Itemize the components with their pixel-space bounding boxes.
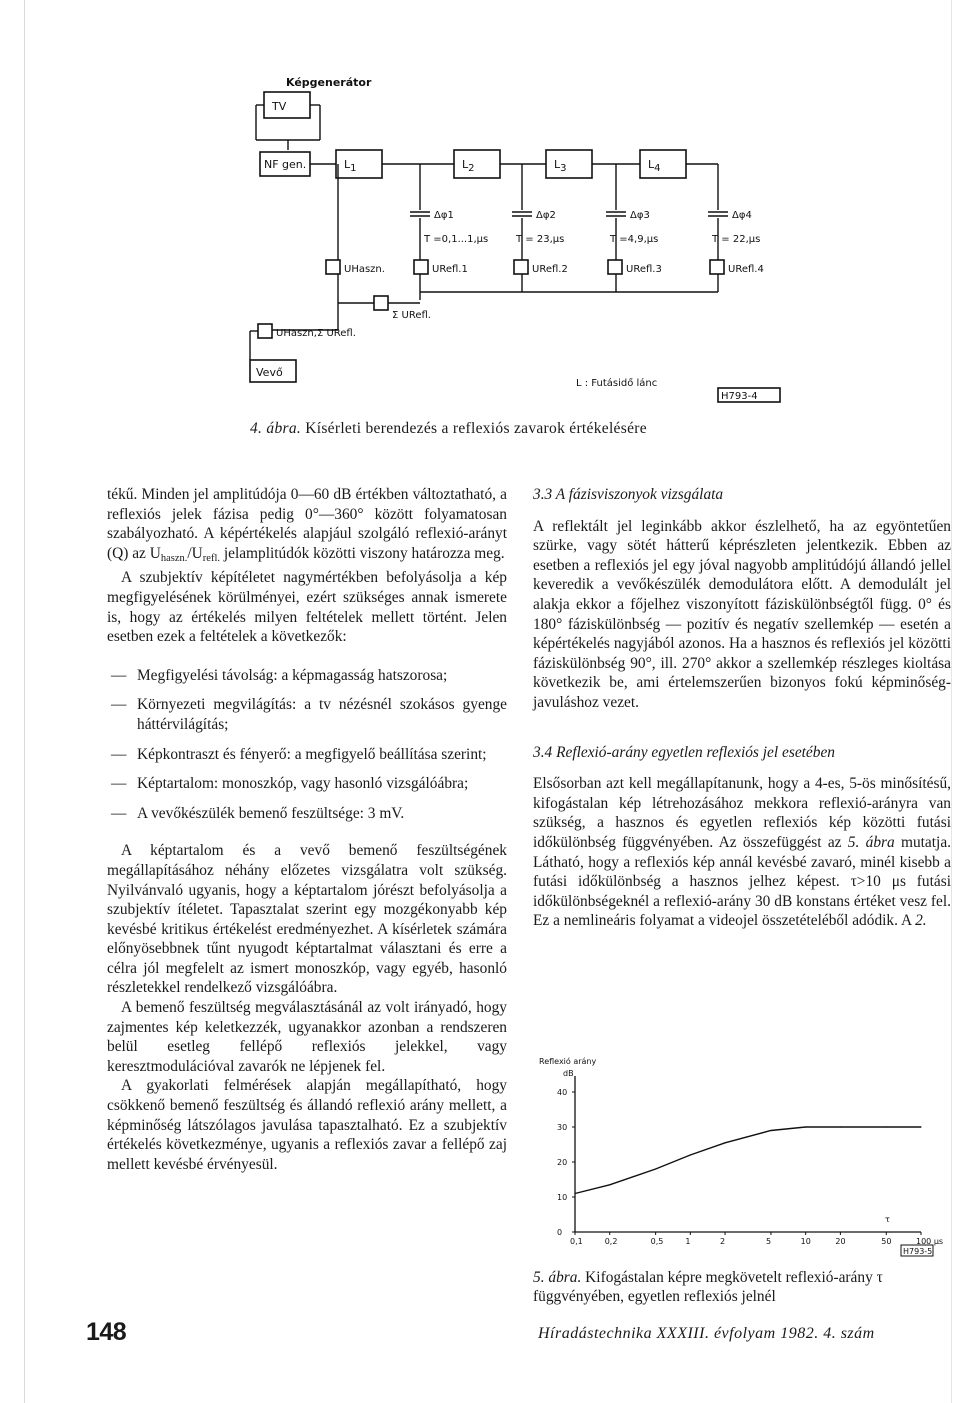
dphi2: Δφ2 [536, 210, 556, 221]
figure-4-caption [250, 420, 810, 438]
journal-footer: Híradástechnika XXXIII. évfolyam 1982. 4. szám [538, 1325, 875, 1342]
u-refl1: URefl.1 [432, 264, 468, 275]
chart-point [655, 1168, 656, 1169]
u-haszn-sum: UHaszn,Σ URefl. [276, 328, 356, 339]
chart-ytick-label: 20 [557, 1158, 568, 1167]
chart-xlabel: τ [885, 1215, 890, 1224]
left-column [107, 485, 507, 1174]
paragraph-5: A gyakorlati felmérések alapján megállapítható, hogy csökkenő bemenő feszültség és állandó reflexió arány mellett, a képminőség látszólagos javulása tapasztalható. Ez a szubjektív értékelés következménye, ugyanis a reflexiós zavar a fellépő zaj mellett kevésbé érvényesül. [107, 1077, 507, 1173]
figure-4-number: 4. ábra. [250, 420, 302, 437]
condition-item: — A vevőkészülék bemenő feszültsége: 3 mV. [111, 804, 405, 822]
svg-text:L2: L2 [462, 158, 475, 174]
paragraph-3: A képtartalom és a vevő bemenő feszültségének megállapításához néhány előzetes vizsgálatra volt szükség. Nyilvánvaló ugyanis, hogy a képtartalom jórészt befolyásolja a szubjektív ítéletet. Tapasztalat szerint egy mozgékonyabb kép kevésbé kritikus értékelést eredményezhet. A kísérletek számára előnyösebbnek tűnt nyugodt képtartalmat választani és erre a célra jól megfelelt az ismert monoszkóp, vagy egyéb, hasonló részletekkel rendelkező vizsgálóábra. [107, 842, 507, 997]
chart-point [886, 1126, 887, 1127]
l4-box [640, 150, 686, 178]
tv-label: TV [272, 100, 287, 113]
chart-xtick-label: 50 [881, 1237, 892, 1246]
chart-xtick-label: 0,2 [604, 1237, 618, 1246]
section-3-4-text: Elsősorban azt kell megállapítanunk, hogy a 4-es, 5-ös minősítésű, kifogástalan kép létrehozásához mekkora reflexió-arányra van szükség, a hasznos és egyetlen reflexiós kép közötti futási időkülönbség függvényében. Az összefüggést az 5. ábra mutatja. Látható, hogy a reflexiós kép annál kevésbé zavaró, minél kisebb a futási időkülönbség a hasznos jelhez képest. τ>10 μs futási időkülönbségeknél a reflexió-arány 30 dB konstans értéket vesz fel. Ez a nemlineáris folyamat a videojel összetételéből adódik. A 2. [533, 775, 951, 930]
chart-series-line [575, 1127, 921, 1194]
chart-xtick-label: 10 [800, 1237, 811, 1246]
chart-point [805, 1126, 806, 1127]
chart-xticks [570, 1232, 943, 1246]
figure-4-caption-text: Kísérleti berendezés a reflexiós zavarok értékelésére [305, 420, 647, 437]
condition-item: — Képtartalom: monoszkóp, vagy hasonló vizsgálóábra; [111, 775, 469, 793]
chart-xtick-label: 0,5 [650, 1237, 664, 1246]
section-3-3-text: A reflektált jel leginkább akkor észlelhető, ha az egyöntetűen szürke, vagy sötét hátterű képrészleten jelentkezik. Ebben az esetben a reflexiós jel egy jóval nagyobb amplitúdójú állandó jellel keveredik a vevőkészülék demodulátora előtt. A demodulált jel alakja ekkor a főjelhez viszonyított fáziskülönbségtől függ. 0° és 180° fáziskülönbség — pozitív és negatív szellemkép — esetén a képértékelés nagyjából azonos. Ha a hasznos és reflexiós jel közötti fáziskülönbség 90°, ill. 270° akkor a szellemkép részleges kioltása következik be, ami értelemszerűen bizonyos fokú képminőség-javuláshoz vezet. [533, 517, 951, 711]
chart-code: H793-5 [903, 1247, 933, 1256]
delay-t3: T =4,9,μs [610, 234, 659, 245]
chart-yunit: dB [563, 1069, 574, 1078]
l1-box [336, 150, 382, 178]
chart-point [840, 1126, 841, 1127]
dphi4: Δφ4 [732, 210, 752, 221]
dphi3: Δφ3 [630, 210, 650, 221]
l3-box [546, 150, 592, 178]
condition-item: — Képkontraszt és fényerő: a megfigyelő beállítása szerint; [111, 745, 487, 763]
u-refl4: URefl.4 [728, 264, 764, 275]
chart-ytick-label: 30 [557, 1123, 568, 1132]
chart-yticks [557, 1088, 575, 1237]
chart-ytick-label: 40 [557, 1088, 568, 1097]
u-refl2: URefl.2 [532, 264, 568, 275]
scan-edge-left [24, 0, 25, 1403]
diagram-legend: L : Futásidő lánc [576, 378, 658, 389]
chart-point [574, 1193, 575, 1194]
section-3-4-title: 3.4 Reflexió-arány egyetlen reflexiós jel esetében [533, 743, 835, 761]
chart-xtick-label: 20 [835, 1237, 846, 1246]
nf-gen-label: NF gen. [264, 158, 307, 171]
l2-box [454, 150, 500, 178]
vevo-label: Vevő [256, 366, 283, 379]
chart-ytick-label: 10 [557, 1193, 568, 1202]
svg-text:L4: L4 [648, 158, 661, 174]
chart-ylabel: Reflexió arány [539, 1057, 597, 1066]
figure-5-caption [533, 1268, 953, 1306]
paragraph-2: A szubjektív képítéletet nagymértékben befolyásolja a kép megfigyelésének körülményei, ezért szükséges annak ismerete is, hogy az értékelés milyen feltételek mellett történt. Jelen esetben ezek a feltételek a következők: [107, 569, 507, 646]
section-3-3-title: 3.3 A fázisviszonyok vizsgálata [533, 486, 724, 503]
chart-xtick-label: 1 [685, 1237, 691, 1246]
sum-refl: Σ URefl. [392, 310, 431, 321]
delay-t4: T = 22,μs [712, 234, 761, 245]
u-haszn: UHaszn. [344, 264, 385, 275]
right-column [533, 485, 951, 931]
diagram-title: Képgenerátor [286, 76, 372, 89]
chart-point [920, 1126, 921, 1127]
figure-5-chart [533, 1052, 944, 1267]
chart-xtick-label: 2 [720, 1237, 726, 1246]
block-diagram-svg [240, 60, 800, 410]
delay-t1: T =0,1...1,μs [424, 234, 489, 245]
figure-5-number: 5. ábra. [533, 1269, 582, 1286]
chart-point [770, 1130, 771, 1131]
svg-text:L1: L1 [344, 158, 357, 174]
chart-svg [533, 1052, 944, 1267]
figure-4-block-diagram [240, 60, 800, 410]
figure-5-caption-text: Kifogástalan képre megkövetelt reflexió-arány τ függvényében, egyetlen reflexiós jelnél [533, 1269, 883, 1305]
u-refl3: URefl.3 [626, 264, 662, 275]
delay-t2: T = 23,μs [516, 234, 565, 245]
chart-xtick-label: 0,1 [570, 1237, 583, 1246]
chart-point [724, 1142, 725, 1143]
chart-xtick-label: 5 [765, 1237, 772, 1246]
page-number: 148 [86, 1318, 127, 1346]
figure4-code: H793-4 [721, 391, 758, 402]
chart-point [690, 1154, 691, 1155]
chart-axes [575, 1076, 921, 1232]
conditions-list [107, 666, 507, 824]
paragraph-1: tékű. Minden jel amplitúdója 0—60 dB értékben változtatható, a reflexiós jelek fázisa pedig 0°—360° között folyamatosan szabályozható. A képértékelés alapjául szolgáló reflexió-arányt (Q) az $U_{haszn.}/U_{refl.}$ jelamplitúdók közötti viszony határozza meg. [107, 486, 507, 564]
svg-text:L3: L3 [554, 158, 567, 174]
chart-xtick-label: 100 μs [916, 1237, 944, 1246]
dphi1: Δφ1 [434, 210, 454, 221]
tv-box [264, 92, 310, 118]
scan-edge-right [951, 0, 952, 1403]
chart-ytick-label: 0 [557, 1228, 563, 1237]
chart-point [609, 1184, 610, 1185]
condition-item: — Megfigyelési távolság: a képmagasság hatszorosa; [111, 666, 448, 684]
condition-item: — Környezeti megvilágítás: a tv nézésnél szokásos gyenge háttérvilágítás; [111, 696, 507, 733]
paragraph-4: A bemenő feszültség megválasztásánál az volt irányadó, hogy zajmentes kép keletkezzék, ugyanakkor azonban a rendszeren belül esetleg fellépő reflexiós jelekkel, vagy keresztmodulációval zavarók ne lépjenek fel. [107, 999, 507, 1075]
